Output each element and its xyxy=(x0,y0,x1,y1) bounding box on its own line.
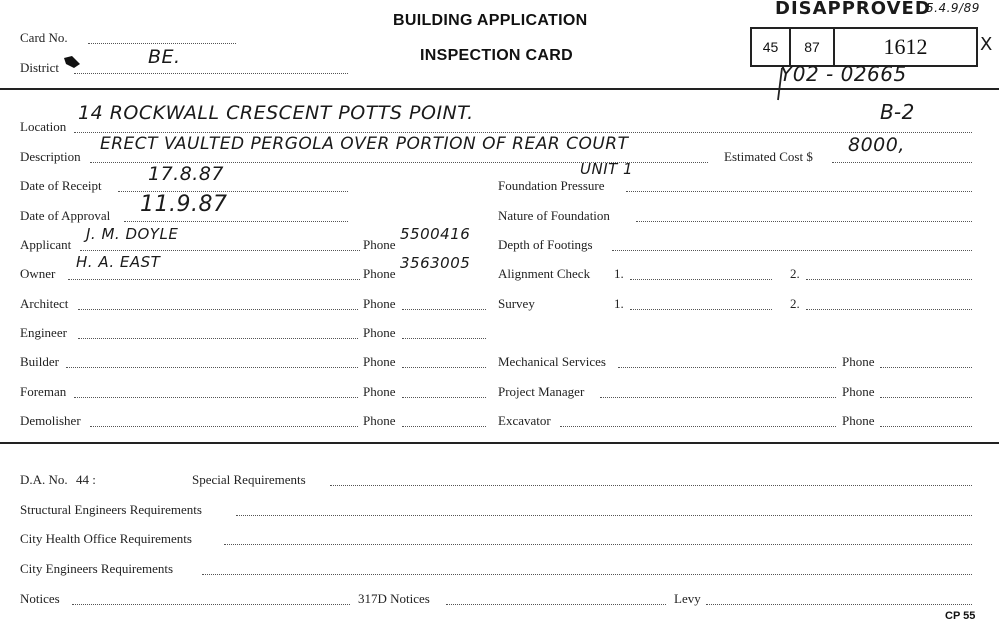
builder-field[interactable] xyxy=(66,367,358,368)
disapproved-stamp: DISAPPROVED xyxy=(775,0,931,19)
applicant-value: J. M. DOYLE xyxy=(86,225,179,243)
excavator-phone-label: Phone xyxy=(842,413,875,428)
details-divider xyxy=(0,442,999,444)
alignment-check-num2: 2. xyxy=(790,266,800,281)
project-manager-phone-label: Phone xyxy=(842,384,875,399)
estimated-cost-label: Estimated Cost $ xyxy=(724,149,813,164)
excavator-field[interactable] xyxy=(560,426,836,427)
builder-phone-label: Phone xyxy=(363,354,396,369)
builder-phone-field[interactable] xyxy=(402,367,486,368)
engineer-phone-field[interactable] xyxy=(402,338,486,339)
architect-phone-field[interactable] xyxy=(402,309,486,310)
alignment-check-num1: 1. xyxy=(614,266,624,281)
survey-field-1[interactable] xyxy=(630,309,772,310)
alignment-check-label: Alignment Check xyxy=(498,266,591,281)
district-field[interactable] xyxy=(74,73,348,74)
card-box-1: 45 xyxy=(750,27,791,67)
levy-field[interactable] xyxy=(706,604,972,605)
card-no-field[interactable] xyxy=(88,43,236,44)
engineer-field[interactable] xyxy=(78,338,358,339)
alignment-check-field-2[interactable] xyxy=(806,279,972,280)
owner-field[interactable] xyxy=(68,279,360,280)
notices-317d-label: 317D Notices xyxy=(358,591,430,606)
estimated-cost-field[interactable] xyxy=(832,162,972,163)
header-divider xyxy=(0,88,999,90)
survey-num2: 2. xyxy=(790,296,800,311)
unit-note: UNIT 1 xyxy=(580,160,634,178)
excavator-label: Excavator xyxy=(498,413,551,428)
survey-field-2[interactable] xyxy=(806,309,972,310)
ink-blot-mark xyxy=(62,54,82,70)
location-field[interactable] xyxy=(74,132,972,133)
applicant-label: Applicant xyxy=(20,237,72,252)
depth-of-footings-label: Depth of Footings xyxy=(498,237,593,252)
foundation-pressure-field[interactable] xyxy=(626,191,972,192)
special-requirements-field[interactable] xyxy=(330,485,972,486)
owner-label: Owner xyxy=(20,266,56,281)
form-title-line2: INSPECTION CARD xyxy=(420,47,573,64)
location-value: 14 ROCKWALL CRESCENT POTTS POINT. xyxy=(78,102,474,124)
notices-field[interactable] xyxy=(72,604,350,605)
foreman-phone-label: Phone xyxy=(363,384,396,399)
alignment-check-field-1[interactable] xyxy=(630,279,772,280)
da-no-label: D.A. No. xyxy=(20,472,68,487)
box-tick-mark: X xyxy=(980,34,993,55)
demolisher-field[interactable] xyxy=(90,426,358,427)
city-engineers-label: City Engineers Requirements xyxy=(20,561,174,576)
city-health-office-label: City Health Office Requirements xyxy=(20,531,192,546)
project-manager-field[interactable] xyxy=(600,397,836,398)
project-manager-label: Project Manager xyxy=(498,384,585,399)
owner-phone-value: 3563005 xyxy=(400,254,471,272)
city-engineers-field[interactable] xyxy=(202,574,972,575)
applicant-field[interactable] xyxy=(80,250,360,251)
foreman-label: Foreman xyxy=(20,384,67,399)
demolisher-label: Demolisher xyxy=(20,413,81,428)
mechanical-services-phone-field[interactable] xyxy=(880,367,972,368)
reference-number: Y02 - 02665 xyxy=(780,62,907,86)
location-code: B-2 xyxy=(880,100,915,124)
mechanical-services-label: Mechanical Services xyxy=(498,354,606,369)
foreman-phone-field[interactable] xyxy=(402,397,486,398)
special-requirements-label: Special Requirements xyxy=(192,472,306,487)
architect-label: Architect xyxy=(20,296,69,311)
disapproved-date: 5.4.9/89 xyxy=(926,1,980,15)
foundation-pressure-label: Foundation Pressure xyxy=(498,178,605,193)
date-of-approval-field[interactable] xyxy=(124,221,348,222)
description-label: Description xyxy=(20,149,81,164)
builder-label: Builder xyxy=(20,354,59,369)
survey-label: Survey xyxy=(498,296,535,311)
card-box-2: 87 xyxy=(789,27,835,67)
applicant-phone-label: Phone xyxy=(363,237,396,252)
card-box-3: 1612 xyxy=(833,27,978,67)
engineer-label: Engineer xyxy=(20,325,67,340)
demolisher-phone-label: Phone xyxy=(363,413,396,428)
structural-engineers-label: Structural Engineers Requirements xyxy=(20,502,202,517)
architect-phone-label: Phone xyxy=(363,296,396,311)
description-value: ERECT VAULTED PERGOLA OVER PORTION OF REAR COURT xyxy=(100,134,629,154)
engineer-phone-label: Phone xyxy=(363,325,396,340)
levy-label: Levy xyxy=(674,591,701,606)
handwritten-stroke xyxy=(770,66,790,102)
architect-field[interactable] xyxy=(78,309,358,310)
mechanical-services-field[interactable] xyxy=(618,367,836,368)
date-of-approval-label: Date of Approval xyxy=(20,208,111,223)
structural-engineers-field[interactable] xyxy=(236,515,972,516)
notices-label: Notices xyxy=(20,591,60,606)
date-of-approval-value: 11.9.87 xyxy=(140,192,228,217)
excavator-phone-field[interactable] xyxy=(880,426,972,427)
card-no-label: Card No. xyxy=(20,30,68,45)
depth-of-footings-field[interactable] xyxy=(612,250,972,251)
survey-num1: 1. xyxy=(614,296,624,311)
date-of-receipt-value: 17.8.87 xyxy=(148,163,225,185)
applicant-phone-value: 5500416 xyxy=(400,225,471,243)
foreman-field[interactable] xyxy=(74,397,358,398)
mechanical-services-phone-label: Phone xyxy=(842,354,875,369)
district-label: District xyxy=(20,60,59,75)
location-label: Location xyxy=(20,119,67,134)
owner-phone-label: Phone xyxy=(363,266,396,281)
estimated-cost-value: 8000, xyxy=(848,134,905,156)
da-no-value: 44 : xyxy=(76,472,96,487)
project-manager-phone-field[interactable] xyxy=(880,397,972,398)
date-of-receipt-label: Date of Receipt xyxy=(20,178,102,193)
district-value: BE. xyxy=(148,46,181,68)
nature-of-foundation-label: Nature of Foundation xyxy=(498,208,610,223)
nature-of-foundation-field[interactable] xyxy=(636,221,972,222)
owner-value: H. A. EAST xyxy=(76,253,161,271)
city-health-office-field[interactable] xyxy=(224,544,972,545)
notices-317d-field[interactable] xyxy=(446,604,666,605)
demolisher-phone-field[interactable] xyxy=(402,426,486,427)
form-code: CP 55 xyxy=(945,610,976,622)
form-title-line1: BUILDING APPLICATION xyxy=(393,12,588,29)
